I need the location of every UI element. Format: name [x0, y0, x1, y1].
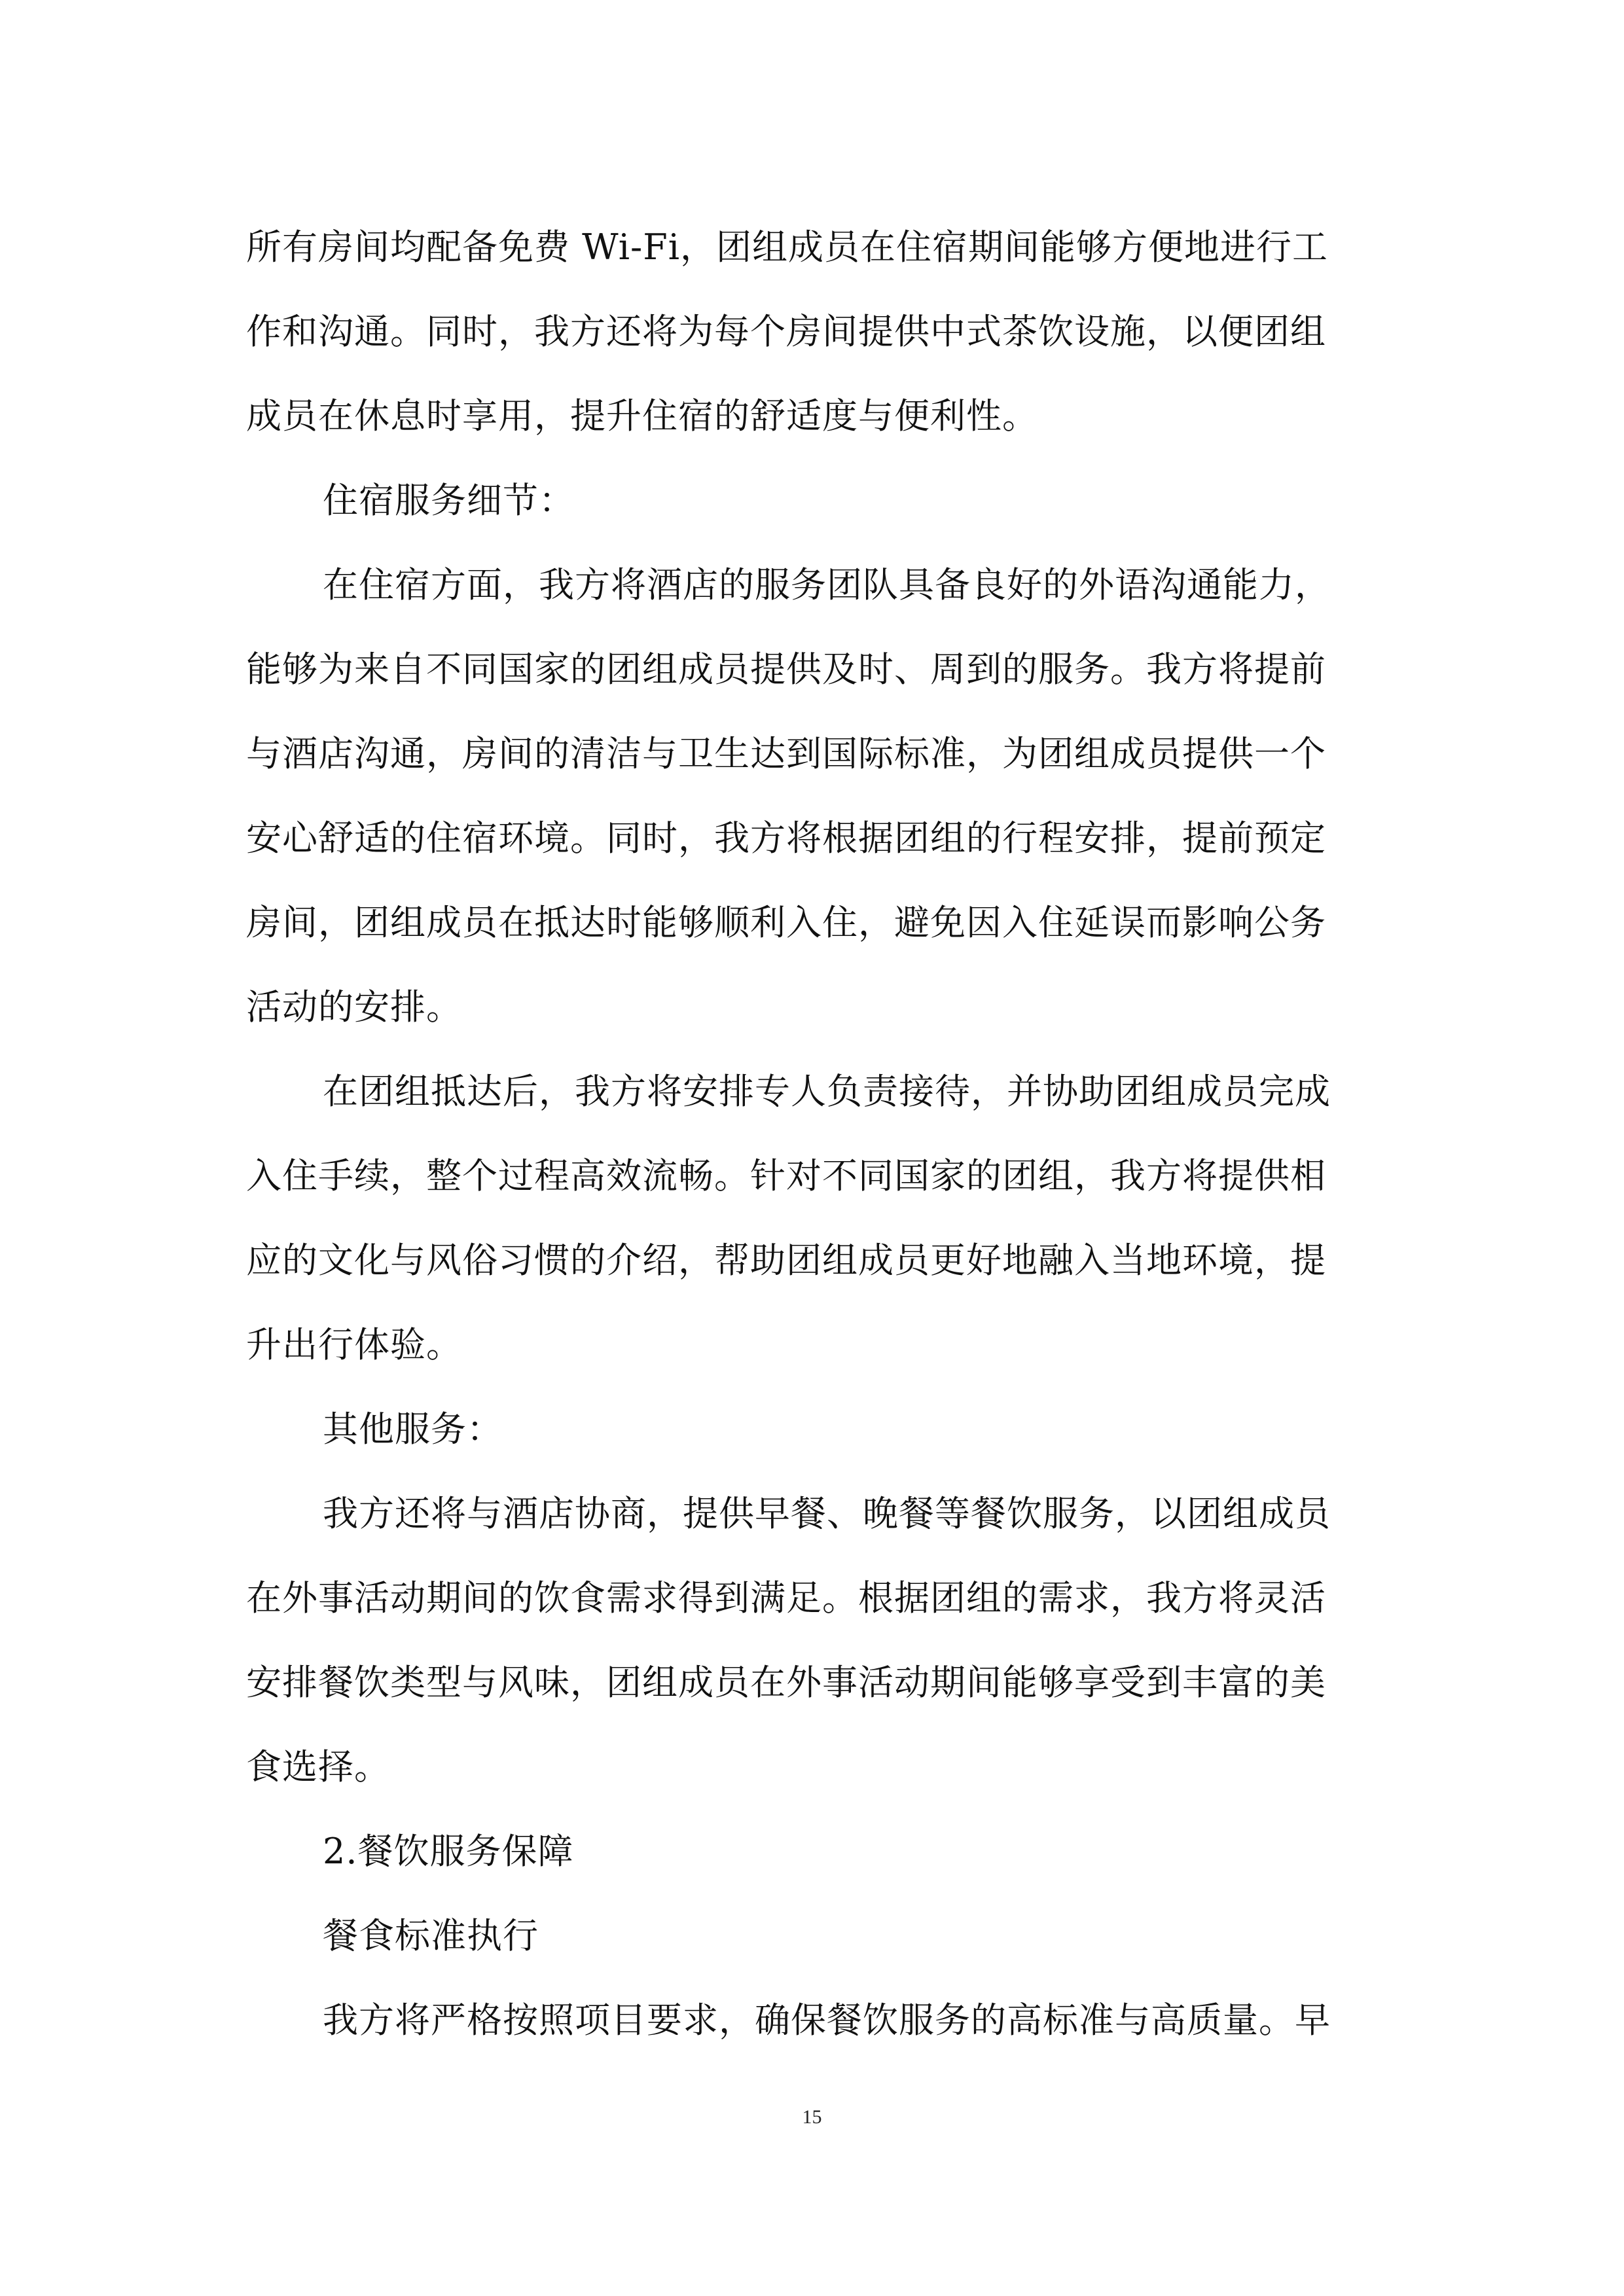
text-line: 应的文化与风俗习惯的介绍，帮助团组成员更好地融入当地环境，提 — [246, 1240, 1326, 1281]
page-number: 15 — [802, 2106, 822, 2128]
subheading-text: 餐食标准执行 — [323, 1915, 539, 1956]
text-line: 活动的安排。 — [246, 986, 462, 1028]
text-line: 在外事活动期间的饮食需求得到满足。根据团组的需求，我方将灵活 — [246, 1577, 1326, 1619]
text-line: 在住宿方面，我方将酒店的服务团队具备良好的外语沟通能力， — [323, 564, 1331, 605]
paragraph-accommodation-continuation — [246, 205, 1379, 458]
text-line: 食选择。 — [246, 1746, 390, 1787]
paragraph-arrival-reception — [246, 1049, 1379, 1387]
text-line: 安心舒适的住宿环境。同时，我方将根据团组的行程安排，提前预定 — [246, 817, 1326, 859]
text-line: 在团组抵达后，我方将安排专人负责接待，并协助团组成员完成 — [323, 1071, 1331, 1112]
text-line: 我方还将与酒店协商，提供早餐、晚餐等餐饮服务，以团组成员 — [323, 1493, 1331, 1534]
text-line: 作和沟通。同时，我方还将为每个房间提供中式茶饮设施，以便团组 — [246, 311, 1326, 352]
text-line: 入住手续，整个过程高效流畅。针对不同国家的团组，我方将提供相 — [246, 1155, 1326, 1196]
paragraph-other-services — [246, 1471, 1379, 1809]
paragraph-meal-standards — [246, 1978, 1379, 2062]
text-line: 能够为来自不同国家的团组成员提供及时、周到的服务。我方将提前 — [246, 649, 1326, 690]
text-line: 房间，团组成员在抵达时能够顺利入住，避免因入住延误而影响公务 — [246, 902, 1326, 943]
text-line: 我方将严格按照项目要求，确保餐饮服务的高标准与高质量。早 — [323, 2000, 1331, 2041]
subheading-other-services — [246, 1387, 1379, 1471]
text-line: 升出行体验。 — [246, 1324, 462, 1365]
paragraph-accommodation-service — [246, 543, 1379, 1049]
subheading-meal-standards — [246, 1893, 1379, 1978]
text-line: 与酒店沟通，房间的清洁与卫生达到国际标准，为团组成员提供一个 — [246, 733, 1326, 774]
text-line: 安排餐饮类型与风味，团组成员在外事活动期间能够享受到丰富的美 — [246, 1662, 1326, 1703]
text-line: 所有房间均配备免费 Wi-Fi，团组成员在住宿期间能够方便地进行工 — [246, 226, 1328, 268]
text-line: 成员在休息时享用，提升住宿的舒适度与便利性。 — [246, 395, 1038, 437]
section-heading-catering — [246, 1809, 1379, 1893]
subheading-text: 住宿服务细节： — [323, 480, 575, 521]
subheading-accommodation-details — [246, 458, 1379, 543]
subheading-text: 其他服务： — [323, 1408, 503, 1450]
page-body — [246, 205, 1379, 2062]
section-heading-text: 2.餐饮服务保障 — [323, 1831, 574, 1872]
